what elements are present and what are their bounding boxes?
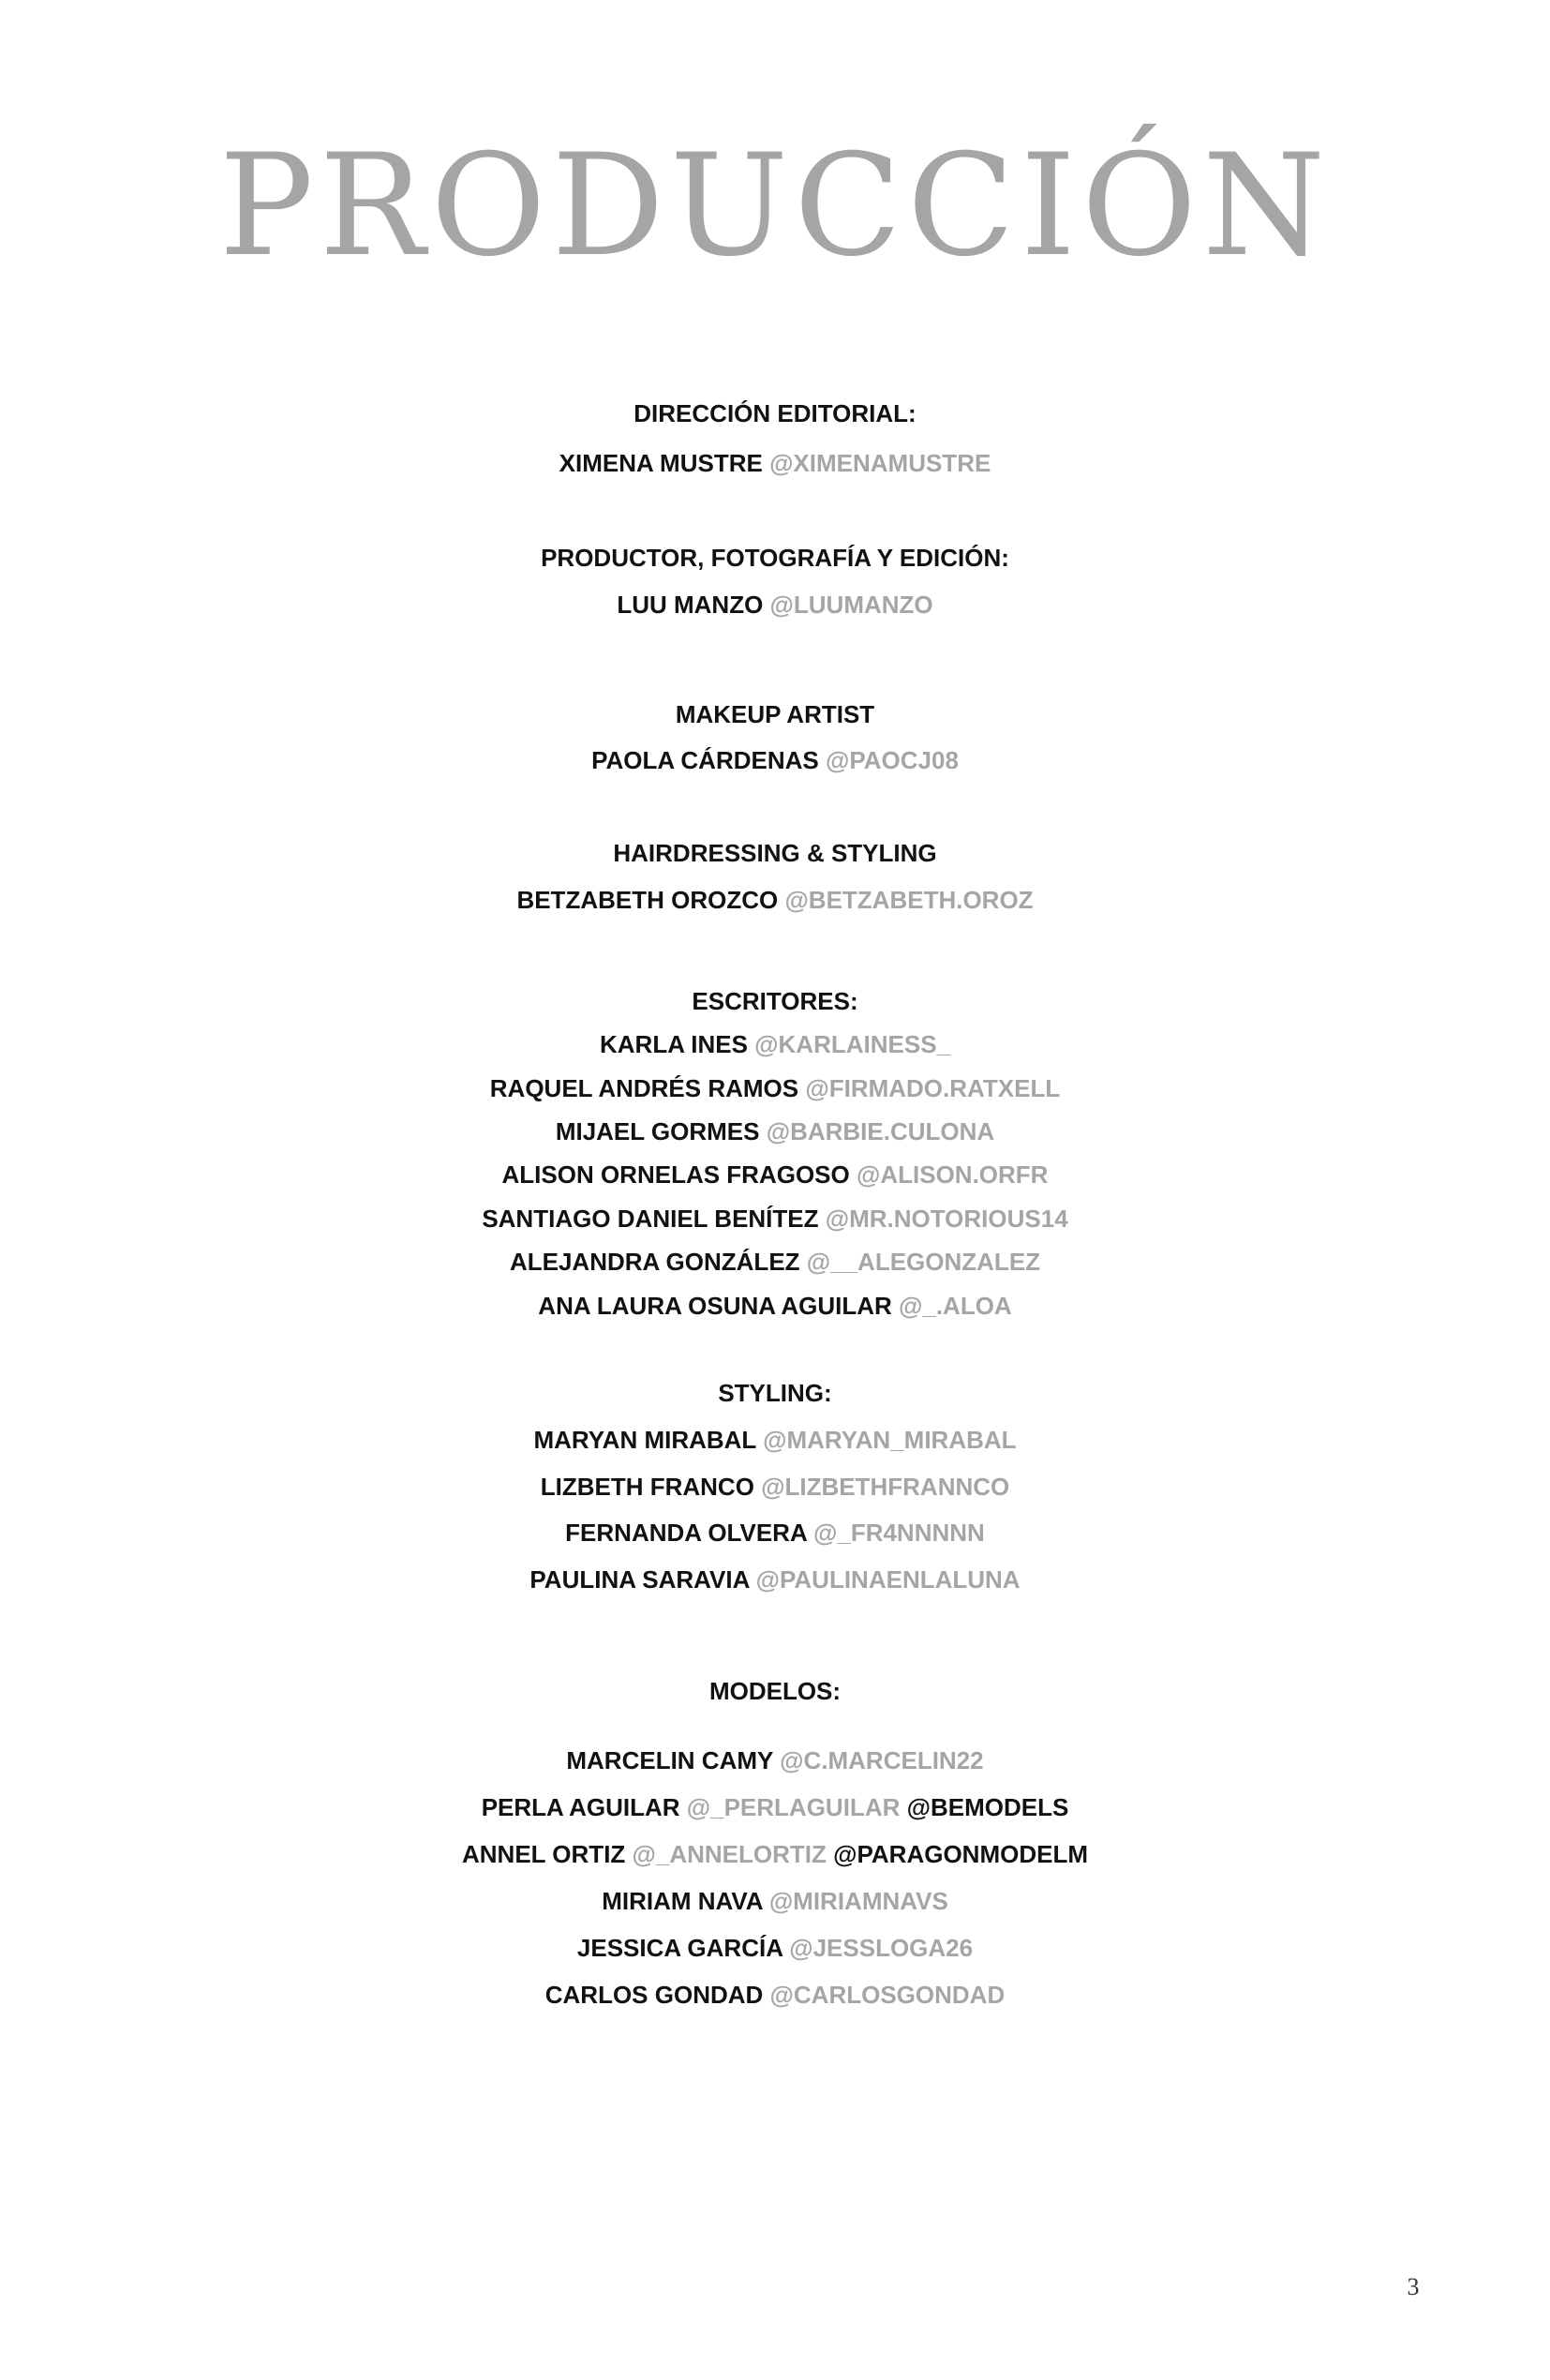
section-heading-modelos: MODELOS:	[708, 1677, 842, 1705]
instagram-handle: @BETZABETH.OROZ	[784, 886, 1034, 914]
credit-line	[0, 1885, 1550, 1917]
person-name: MARYAN MIRABAL	[533, 1426, 756, 1454]
person-name: MIJAEL GORMES	[555, 1117, 760, 1145]
instagram-handle: @LUUMANZO	[769, 591, 933, 619]
section-heading-escritores: ESCRITORES:	[692, 987, 858, 1015]
person-name: LUU MANZO	[617, 591, 764, 619]
credit-line	[0, 1517, 1550, 1549]
person-name: ALEJANDRA GONZÁLEZ	[509, 1248, 800, 1276]
credit-line	[0, 1932, 1550, 1964]
section-heading-direccion-editorial: DIRECCIÓN EDITORIAL:	[633, 399, 917, 427]
page-number: 3	[1407, 2273, 1420, 2300]
person-name: MARCELIN CAMY	[566, 1746, 773, 1774]
credit-line	[0, 1979, 1550, 2011]
person-name: LIZBETH FRANCO	[540, 1473, 754, 1501]
instagram-handle: @LIZBETHFRANNCO	[761, 1473, 1010, 1501]
credit-line	[0, 1290, 1550, 1322]
instagram-handle: @JESSLOGA26	[789, 1934, 974, 1962]
credit-line	[0, 589, 1550, 621]
person-name: ANA LAURA OSUNA AGUILAR	[538, 1292, 892, 1320]
credit-line	[0, 1203, 1550, 1235]
credit-line	[0, 447, 1550, 479]
instagram-handle: @PAOCJ08	[825, 746, 959, 774]
person-name: RAQUEL ANDRÉS RAMOS	[489, 1074, 799, 1102]
instagram-handle: @__ALEGONZALEZ	[806, 1248, 1041, 1276]
person-name: KARLA INES	[600, 1030, 748, 1058]
section-heading-styling: STYLING:	[718, 1379, 832, 1407]
instagram-handle: @MARYAN_MIRABAL	[763, 1426, 1017, 1454]
person-name: PAULINA SARAVIA	[529, 1565, 750, 1594]
credit-line	[0, 744, 1550, 776]
instagram-handle: @MR.NOTORIOUS14	[825, 1205, 1068, 1233]
person-name: PAOLA CÁRDENAS	[591, 746, 819, 774]
person-name: FERNANDA OLVERA	[565, 1519, 807, 1547]
instagram-handle: @FIRMADO.RATXELL	[805, 1074, 1061, 1102]
instagram-handle: @C.MARCELIN22	[780, 1746, 984, 1774]
instagram-handle: @PAULINAENLALUNA	[755, 1565, 1021, 1594]
instagram-handle: @_ANNELORTIZ	[632, 1840, 827, 1868]
credit-line	[0, 1115, 1550, 1147]
credit-line	[0, 1791, 1550, 1823]
section-heading-productor: PRODUCTOR, FOTOGRAFÍA Y EDICIÓN:	[541, 544, 1009, 572]
person-name: ALISON ORNELAS FRAGOSO	[501, 1160, 850, 1189]
instagram-handle: @_FR4NNNNN	[813, 1519, 985, 1547]
instagram-handle: @_.ALOA	[899, 1292, 1012, 1320]
instagram-handle: @CARLOSGONDAD	[769, 1981, 1006, 2009]
person-name: SANTIAGO DANIEL BENÍTEZ	[482, 1205, 819, 1233]
credit-line	[0, 1072, 1550, 1104]
person-name: CARLOS GONDAD	[544, 1981, 764, 2009]
person-name: XIMENA MUSTRE	[559, 449, 763, 477]
credit-line	[0, 1028, 1550, 1060]
credit-line	[0, 1471, 1550, 1503]
person-name: ANNEL ORTIZ	[462, 1840, 626, 1868]
credit-line	[0, 1246, 1550, 1278]
credit-line	[0, 1744, 1550, 1776]
agency-handle: @BEMODELS	[906, 1793, 1069, 1821]
credit-line	[0, 1159, 1550, 1190]
instagram-handle: @BARBIE.CULONA	[766, 1117, 995, 1145]
section-heading-makeup-artist: MAKEUP ARTIST	[675, 700, 875, 728]
instagram-handle: @_PERLAGUILAR	[686, 1793, 901, 1821]
instagram-handle: @KARLAINESS_	[754, 1030, 950, 1058]
person-name: PERLA AGUILAR	[481, 1793, 680, 1821]
person-name: BETZABETH OROZCO	[516, 886, 779, 914]
instagram-handle: @MIRIAMNAVS	[768, 1887, 948, 1915]
credit-line	[0, 1838, 1550, 1870]
credit-line	[0, 884, 1550, 916]
instagram-handle: @XIMENAMUSTRE	[769, 449, 991, 477]
credit-line	[0, 1424, 1550, 1456]
instagram-handle: @ALISON.ORFR	[857, 1160, 1049, 1189]
section-heading-hairdressing: HAIRDRESSING & STYLING	[613, 839, 937, 867]
person-name: JESSICA GARCÍA	[576, 1934, 782, 1962]
page-title: PRODUCCIÓN	[218, 125, 1332, 288]
agency-handle: @PARAGONMODELM	[833, 1840, 1088, 1868]
person-name: MIRIAM NAVA	[602, 1887, 763, 1915]
credit-line	[0, 1564, 1550, 1595]
